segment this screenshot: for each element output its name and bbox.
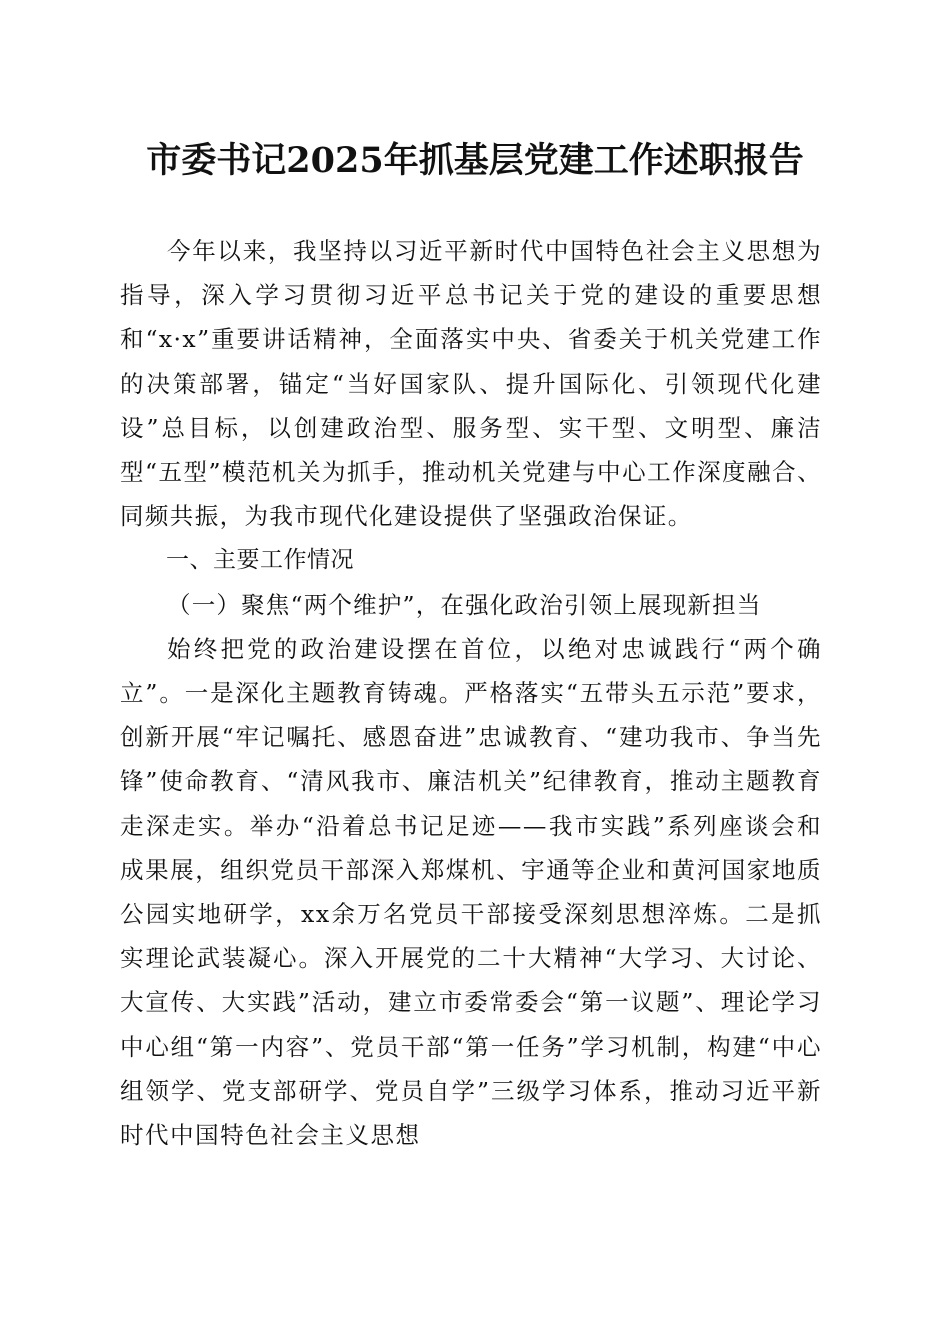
- section-heading: 一、主要工作情况: [166, 547, 354, 574]
- intro-paragraph: 今年以来，我坚持以习近平新时代中国特色社会主义思想为指导，深入学习贯彻习近平总书记关于党的建设的重要思想和“x·x”重要讲话精神，全面落实中央、省委关于机关党建工作的决策部署，锚定“当好国家队、提升国际化、引领现代化建设”总目标，以创建政治型、服务型、实干型、文明型、廉洁型“五型”模范机关为抓手，推动机关党建与中心工作深度融合、同频共振，为我市现代化建设提供了坚强政治保证。: [120, 237, 822, 531]
- subsection-heading: （一）聚焦“两个维护”，在强化政治引领上展现新担当: [167, 590, 762, 619]
- subsection-paragraph: 始终把党的政治建设摆在首位，以绝对忠诚践行“两个确立”。一是深化主题教育铸魂。严格落实“五带头五示范”要求，创新开展“牢记嘱托、感恩奋进”忠诚教育、“建功我市、争当先锋”使命教育、“清风我市、廉洁机关”纪律教育，推动主题教育走深走实。举办“沿着总书记足迹——我市实践”系列座谈会和成果展，组织党员干部深入郑煤机、宇通等企业和黄河国家地质公园实地研学，xx余万名党员干部接受深刻思想淬炼。二是抓实理论武装凝心。深入开展党的二十大精神“大学习、大讨论、大宣传、大实践”活动，建立市委常委会“第一议题”、理论学习中心组“第一内容”、党员干部“第一任务”学习机制，构建“中心组领学、党支部研学、党员自学”三级学习体系，推动习近平新时代中国特色社会主义思想: [120, 634, 822, 1150]
- document-body: [120, 229, 822, 1157]
- document-title: 市委书记2025年抓基层党建工作述职报告: [146, 140, 804, 181]
